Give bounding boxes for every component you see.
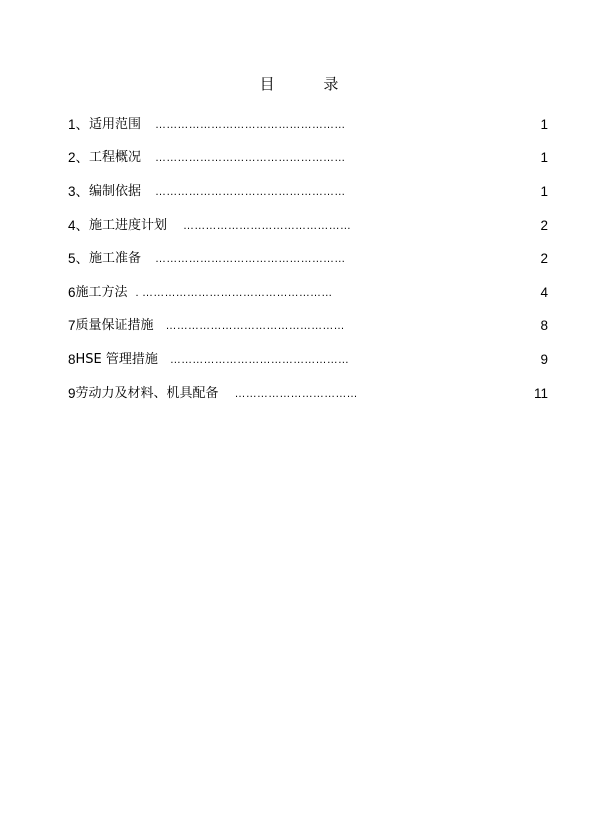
toc-title: 目 录 [259, 75, 361, 93]
toc-entry [68, 175, 552, 209]
toc-entry-label: 适用范围 [89, 116, 142, 132]
toc-page-number: 2 [540, 217, 548, 233]
toc-entry [68, 108, 552, 142]
toc-entry [68, 377, 552, 411]
toc-leader-dots: …………………………………………… [155, 185, 346, 198]
toc-entry-number: 8 [68, 351, 76, 367]
toc-leader-dots: . …………………………………………… [135, 286, 333, 299]
toc-entry-number: 3、 [68, 183, 90, 199]
toc-entry [68, 142, 552, 176]
toc-entry [68, 209, 552, 243]
toc-entry-label: 劳动力及材料、机具配备 [75, 385, 219, 401]
toc-entry-label: HSE 管理措施 [75, 351, 158, 367]
toc-entry-number: 9 [68, 385, 76, 401]
toc-entry [68, 343, 552, 377]
toc-entry [68, 310, 552, 344]
toc-entry-number: 5、 [68, 251, 90, 267]
toc-leader-dots: …………………………… [234, 387, 358, 400]
toc-entry [68, 242, 552, 276]
toc-leader-dots: …………………………………………… [155, 152, 346, 165]
toc-page-number: 1 [540, 183, 548, 199]
toc-page-number: 2 [540, 251, 548, 267]
toc-entry-number: 7 [68, 318, 76, 334]
toc-entry [68, 276, 552, 310]
toc-leader-dots: …………………………………………… [155, 253, 346, 266]
toc-entry-number: 2、 [68, 150, 90, 166]
toc-entry-label: 施工方法 [75, 284, 128, 300]
toc-entry-label: 施工进度计划 [89, 217, 168, 233]
toc-leader-dots: …………………………………………… [155, 118, 346, 131]
toc-page-number: 11 [533, 385, 548, 401]
toc-leader-dots: ………………………………………… [165, 320, 345, 333]
toc-page-number: 4 [540, 284, 548, 300]
toc-entry-number: 1、 [68, 116, 90, 132]
toc-entry-number: 4、 [68, 217, 90, 233]
toc-leader-dots: ………………………………………… [169, 353, 350, 366]
toc-page-number: 9 [540, 351, 548, 367]
toc-entry-label: 工程概况 [89, 150, 142, 166]
toc-entry-label: 施工准备 [89, 251, 142, 267]
toc-entry-number: 6 [68, 284, 76, 300]
toc-entry-label: 质量保证措施 [75, 318, 154, 334]
toc-leader-dots: ……………………………………… [183, 219, 352, 232]
toc-page-number: 8 [540, 318, 548, 334]
toc-entry-label: 编制依据 [89, 183, 142, 199]
table-of-contents [68, 108, 552, 410]
toc-page-number: 1 [540, 116, 548, 132]
toc-page-number: 1 [540, 150, 548, 166]
